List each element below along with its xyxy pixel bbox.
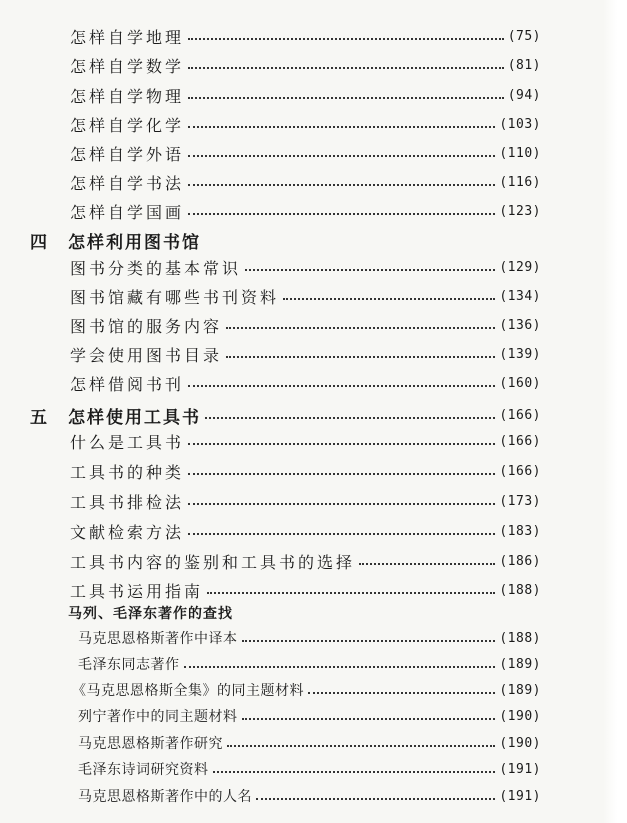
- entry-page: (190): [499, 708, 541, 724]
- entry-title: 怎样自学地理: [70, 27, 185, 47]
- section-title: 怎样利用图书馆: [68, 232, 201, 253]
- entry-title: 怎样借阅书刊: [70, 374, 185, 394]
- entry-title: 马克思恩格斯著作中的人名: [78, 789, 252, 805]
- toc-entry: [78, 730, 541, 756]
- entry-page: (173): [499, 493, 541, 509]
- subsection-heading: 马列、毛泽东著作的查找: [68, 606, 233, 622]
- leader-dots: [227, 745, 495, 747]
- leader-dots: [188, 533, 495, 535]
- toc-entry: [78, 625, 541, 651]
- section-heading: [30, 401, 541, 429]
- entry-title: 工具书运用指南: [70, 581, 204, 601]
- entry-title: 列宁著作中的同主题材料: [78, 709, 238, 725]
- entry-title: 怎样自学化学: [70, 115, 185, 135]
- entry-page: (81): [507, 57, 541, 73]
- leader-dots: [188, 38, 504, 40]
- section-number: 四: [30, 232, 47, 253]
- entry-page: (166): [499, 433, 541, 449]
- entry-page: (94): [507, 87, 541, 103]
- leader-dots: [188, 503, 495, 505]
- leader-dots: [188, 213, 495, 215]
- leader-dots: [256, 798, 495, 800]
- entry-title: 怎样自学物理: [70, 86, 185, 106]
- leader-dots: [283, 298, 495, 300]
- entry-page: (129): [499, 259, 541, 275]
- toc-entry: [70, 312, 541, 338]
- entry-title: 怎样自学外语: [70, 144, 185, 164]
- entry-page: (186): [499, 553, 541, 569]
- entry-title: 怎样自学数学: [70, 56, 185, 76]
- toc-entry: [70, 518, 541, 544]
- entry-page: (183): [499, 523, 541, 539]
- toc-entry: [70, 577, 541, 603]
- entry-title: 工具书排检法: [70, 492, 185, 512]
- entry-page: (134): [499, 288, 541, 304]
- leader-dots: [188, 385, 495, 387]
- leader-dots: [184, 666, 496, 668]
- entry-title: 图书馆的服务内容: [70, 316, 223, 336]
- toc-entry: [78, 783, 541, 809]
- leader-dots: [245, 269, 495, 271]
- toc-entry: [78, 756, 541, 782]
- entry-page: (136): [499, 317, 541, 333]
- entry-title: 毛泽东同志著作: [78, 657, 180, 673]
- leader-dots: [213, 771, 496, 773]
- toc-entry: [70, 198, 541, 224]
- section-page: (166): [499, 407, 541, 423]
- entry-title: 工具书内容的鉴别和工具书的选择: [70, 552, 356, 572]
- toc-entry: [78, 651, 541, 677]
- entry-page: (166): [499, 463, 541, 479]
- section-number: 五: [30, 407, 47, 428]
- entry-page: (189): [499, 682, 541, 698]
- entry-title: 马克思恩格斯著作研究: [78, 736, 223, 752]
- leader-dots: [188, 67, 504, 69]
- entry-page: (75): [507, 28, 541, 44]
- entry-page: (190): [499, 735, 541, 751]
- toc-entry: [72, 677, 541, 703]
- entry-title: 工具书的种类: [70, 462, 185, 482]
- toc-entry: [70, 341, 541, 367]
- leader-dots: [226, 356, 495, 358]
- toc-entry: [70, 428, 541, 454]
- leader-dots: [188, 155, 495, 157]
- toc-entry: [70, 254, 541, 280]
- section-heading: [0, 226, 627, 254]
- toc-entry: [78, 703, 541, 729]
- leader-dots: [242, 718, 496, 720]
- toc-entry: [70, 111, 541, 137]
- entry-page: (116): [499, 174, 541, 190]
- entry-page: (188): [499, 630, 541, 646]
- leader-dots: [308, 692, 495, 694]
- entry-page: (189): [499, 656, 541, 672]
- leader-dots: [359, 563, 495, 565]
- leader-dots: [207, 592, 495, 594]
- entry-title: 什么是工具书: [70, 432, 185, 452]
- toc-entry: [70, 169, 541, 195]
- leader-dots: [188, 97, 504, 99]
- entry-page: (191): [499, 761, 541, 777]
- entry-title: 文献检索方法: [70, 522, 185, 542]
- toc-entry: [70, 283, 541, 309]
- leader-dots: [188, 473, 495, 475]
- toc-entry: [70, 458, 541, 484]
- toc-entry: [70, 370, 541, 396]
- leader-dots: [226, 327, 495, 329]
- toc-entry: [70, 52, 541, 78]
- entry-title: 《马克思恩格斯全集》的同主题材料: [72, 683, 304, 699]
- entry-title: 马克思恩格斯著作中译本: [78, 631, 238, 647]
- entry-page: (188): [499, 582, 541, 598]
- entry-title: 图书分类的基本常识: [70, 258, 242, 278]
- section-title: 怎样使用工具书: [68, 407, 201, 428]
- entry-title: 怎样自学国画: [70, 202, 185, 222]
- entry-title: 学会使用图书目录: [70, 345, 223, 365]
- toc-entry: [70, 140, 541, 166]
- entry-page: (160): [499, 375, 541, 391]
- leader-dots: [188, 126, 495, 128]
- leader-dots: [205, 417, 495, 419]
- leader-dots: [242, 640, 496, 642]
- page-edge: [603, 0, 627, 823]
- entry-page: (139): [499, 346, 541, 362]
- toc-entry: [70, 488, 541, 514]
- entry-page: (123): [499, 203, 541, 219]
- toc-entry: [70, 82, 541, 108]
- toc-entry: [70, 548, 541, 574]
- leader-dots: [188, 443, 495, 445]
- entry-page: (191): [499, 788, 541, 804]
- entry-page: (103): [499, 116, 541, 132]
- entry-title: 怎样自学书法: [70, 173, 185, 193]
- leader-dots: [188, 184, 495, 186]
- entry-title: 图书馆藏有哪些书刊资料: [70, 287, 280, 307]
- entry-title: 毛泽东诗词研究资料: [78, 762, 209, 778]
- entry-page: (110): [499, 145, 541, 161]
- toc-entry: [70, 23, 541, 49]
